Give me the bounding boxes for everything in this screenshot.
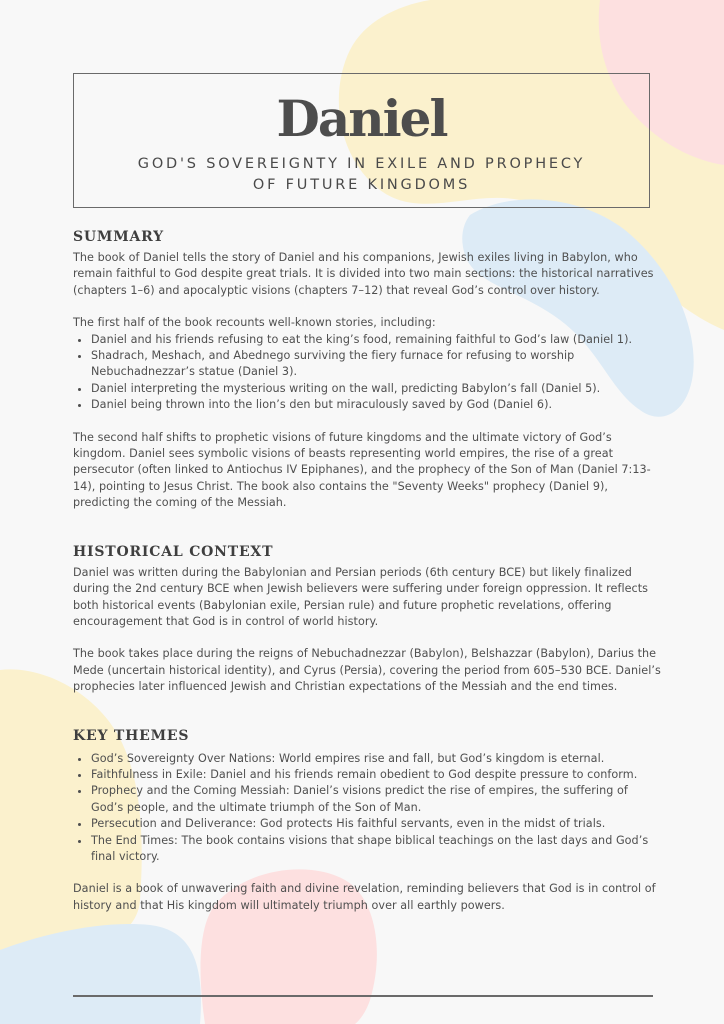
subtitle	[74, 154, 649, 196]
summary-paragraph-1: The book of Daniel tells the story of Daniel and his companions, Jewish exiles living in Babylon, who remain faithful to God despite great trials. It is divided into two main sections: the historical narratives (chapters 1–6) and apocalyptic visions (chapters 7–12) that reveal God’s control over history.	[73, 251, 654, 297]
historical-paragraph-2: The book takes place during the reigns of Nebuchadnezzar (Babylon), Belshazzar (Babylon), Darius the Mede (uncertain historical identity), and Cyrus (Persia), covering the period from 605–530 BCE. Daniel’s prophecies later influenced Jewish and Christian expectations of the Messiah and the end times.	[73, 647, 661, 694]
summary-intro: The first half of the book recounts well-known stories, including:	[73, 316, 436, 330]
themes-heading: KEY THEMES	[73, 727, 190, 744]
stories-list	[73, 332, 663, 414]
summary-heading: SUMMARY	[73, 229, 164, 245]
themes-list	[73, 751, 663, 866]
content	[73, 228, 663, 914]
title-box	[73, 73, 650, 208]
list-item: • Prophecy and the Coming Messiah: Daniel’s visions predict the rise of empires, the suffering of God’s people, and the ultimate triumph of the Son of Man.	[91, 783, 663, 816]
list-item: • Daniel and his friends refusing to eat the king’s food, remaining faithful to God’s law (Daniel 1).	[91, 332, 663, 348]
page-title: Daniel	[276, 89, 447, 148]
list-item: • God’s Sovereignty Over Nations: World empires rise and fall, but God’s kingdom is eternal.	[91, 751, 663, 767]
historical-paragraph-1: Daniel was written during the Babylonian and Persian periods (6th century BCE) but likely finalized during the 2nd century BCE when Jewish believers were suffering under foreign oppression. It reflects both historical events (Babylonian exile, Persian rule) and future prophetic revelations, offering encouragement that God is in control of world history.	[73, 565, 649, 628]
list-item: • Daniel being thrown into the lion’s den but miraculously saved by God (Daniel 6).	[91, 397, 663, 413]
list-item: • Daniel interpreting the mysterious writing on the wall, predicting Babylon’s fall (Daniel 5).	[91, 381, 663, 397]
footer-divider	[73, 995, 653, 997]
list-item: • Persecution and Deliverance: God protects His faithful servants, even in the midst of trials.	[91, 816, 663, 832]
summary-paragraph-2: The second half shifts to prophetic visions of future kingdoms and the ultimate victory of God’s kingdom. Daniel sees symbolic visions of beasts representing world empires, the rise of a great persecutor (often linked to Antiochus IV Epiphanes), and the prophecy of the Son of Man (Daniel 7:13-14), pointing to Jesus Christ. The book also contains the "Seventy Weeks" prophecy (Daniel 9), predicting the coming of the Messiah.	[73, 430, 651, 510]
key-themes-section	[73, 727, 663, 915]
historical-context-section	[73, 543, 663, 696]
list-item: • Shadrach, Meshach, and Abednego surviving the fiery furnace for refusing to worship Nebuchadnezzar’s statue (Daniel 3).	[91, 348, 663, 381]
summary-section	[73, 228, 663, 512]
closing-paragraph: Daniel is a book of unwavering faith and divine revelation, reminding believers that God is in control of history and that His kingdom will ultimately triumph over all earthly powers.	[73, 882, 656, 912]
historical-heading: HISTORICAL CONTEXT	[73, 543, 274, 560]
list-item: • The End Times: The book contains visions that shape biblical teachings on the last days and God’s final victory.	[91, 833, 663, 866]
subtitle-line-2: OF FUTURE KINGDOMS	[252, 177, 471, 193]
list-item: • Faithfulness in Exile: Daniel and his friends remain obedient to God despite pressure to conform.	[91, 767, 663, 783]
subtitle-line-1: GOD'S SOVEREIGNTY IN EXILE AND PROPHECY	[137, 156, 586, 172]
